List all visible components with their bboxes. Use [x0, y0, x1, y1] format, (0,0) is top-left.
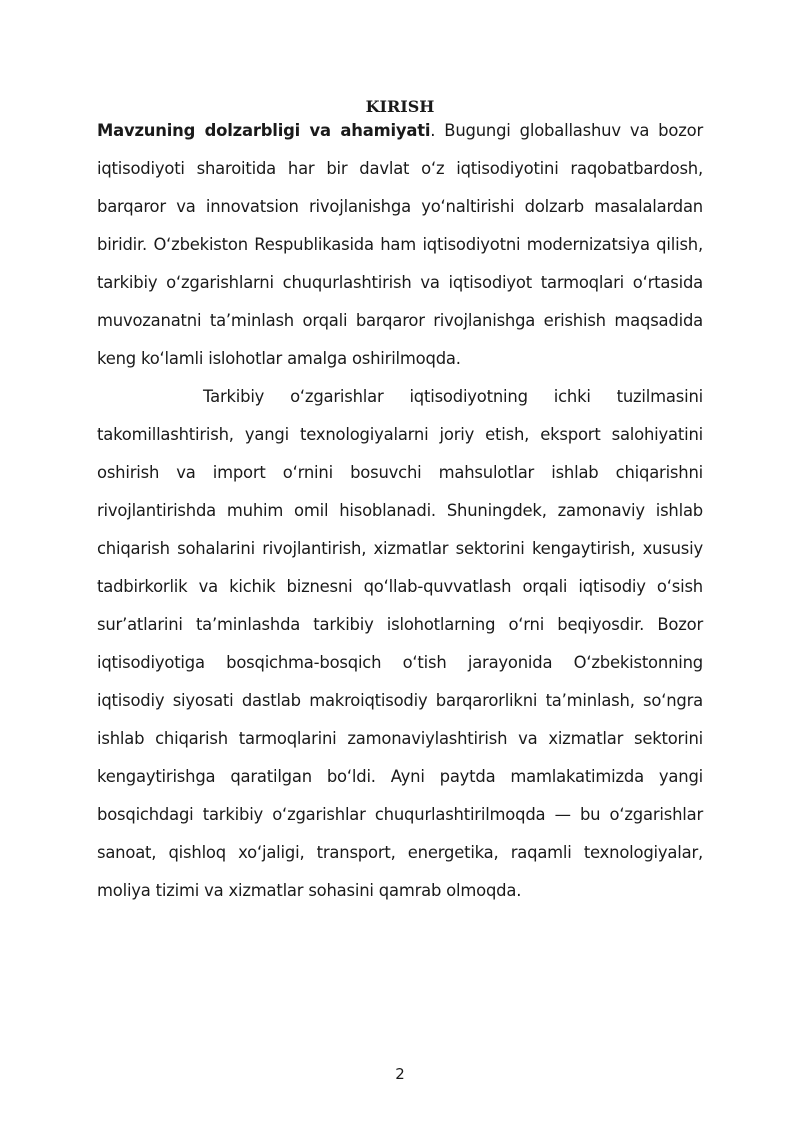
body-text — [97, 112, 703, 910]
section-heading: KIRISH — [365, 97, 435, 116]
paragraph-1 — [97, 112, 703, 378]
paragraph-2: Tarkibiy o‘zgarishlar iqtisodiyotning ichki tuzilmasini takomillashtirish, yangi texnologiyalarni joriy etish, eksport salohiyatini oshirish va import o‘rnini bosuvchi mahsulotlar ishlab chiqarishni rivojlantirishda muhim omil hisoblanadi. Shuningdek, zamonaviy ishlab chiqarish sohalarini rivojlantirish, xizmatlar sektorini kengaytirish, xususiy tadbirkorlik va kichik biznesni qo‘llab-quvvatlash orqali iqtisodiy o‘sish sur’atlarini ta’minlashda tarkibiy islohotlarning o‘rni beqiyosdir. Bozor iqtisodiyotiga bosqichma-bosqich o‘tish jarayonida O‘zbekistonning iqtisodiy siyosati dastlab makroiqtisodiy barqarorlikni ta’minlash, so‘ngra ishlab chiqarish tarmoqlarini zamonaviylashtirish va xizmatlar sektorini kengaytirishga qaratilgan bo‘ldi. Ayni paytda mamlakatimizda yangi bosqichdagi tarkibiy o‘zgarishlar chuqurlashtirilmoqda — bu o‘zgarishlar sanoat, qishloq xo‘jaligi, transport, energetika, raqamli texnologiyalar, moliya tizimi va xizmatlar sohasini qamrab olmoqda. — [97, 387, 703, 900]
page-number: 2 — [395, 1065, 405, 1083]
paragraph-lead-bold: Mavzuning dolzarbligi va ahamiyati — [97, 121, 431, 140]
paragraph-1-text: . Bugungi globallashuv va bozor iqtisodiyoti sharoitida har bir davlat o‘z iqtisodiyotini raqobatbardosh, barqaror va innovatsion rivojlanishga yo‘naltirishi dolzarb masalalardan biridir. O‘zbekiston Respublikasida ham iqtisodiyotni modernizatsiya qilish, tarkibiy o‘zgarishlarni chuqurlashtirish va iqtisodiyot tarmoqlari o‘rtasida muvozanatni ta’minlash orqali barqaror rivojlanishga erishish maqsadida keng ko‘lamli islohotlar amalga oshirilmoqda. — [97, 121, 703, 368]
